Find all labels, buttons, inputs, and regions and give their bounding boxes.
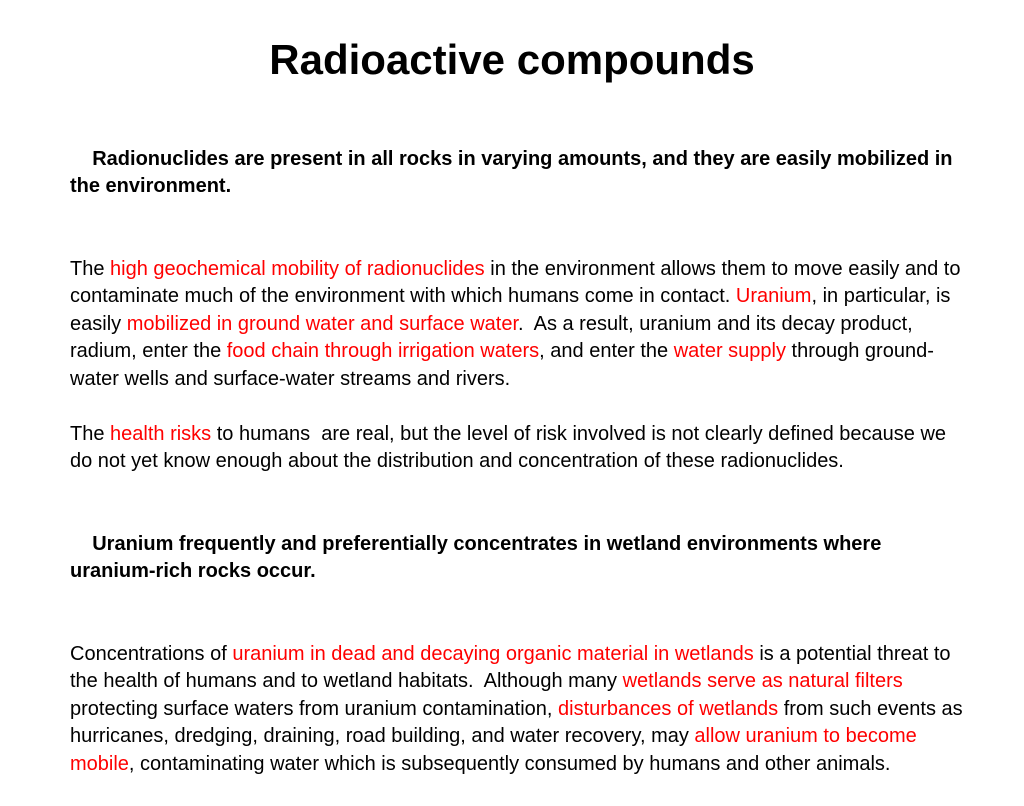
text-segment: , contaminating water which is subsequently consumed by humans and other animals. [128, 752, 891, 775]
highlighted-phrase: mobilized in ground water and surface water [126, 312, 519, 335]
highlighted-phrase: disturbances of wetlands [558, 697, 779, 720]
paragraph-health-risks [70, 421, 970, 476]
highlighted-phrase: Uranium [735, 285, 812, 307]
highlighted-phrase: high geochemical mobility of radionuclides [110, 257, 485, 280]
highlighted-phrase: food chain through irrigation waters [226, 340, 540, 362]
paragraph-wetland-concentration [70, 503, 970, 613]
text-segment: Uranium frequently and preferentially concentrates in wetland environments where uranium-rich rocks occur. [70, 532, 887, 582]
text-segment: through ground-water wells and surface-water streams and rivers. [70, 340, 934, 390]
slide-title: Radioactive compounds [269, 36, 755, 83]
text-segment: Concentrations of [70, 642, 233, 665]
text-segment: The [70, 257, 111, 280]
slide-body [70, 118, 970, 806]
text-segment: , in particular, is easily [70, 285, 956, 335]
text-segment: to humans are real, but the level of risk involved is not clearly defined because we do not yet know enough about the distribution and concentration of these radionuclides. [70, 422, 952, 472]
highlighted-phrase: water supply [673, 340, 786, 362]
highlighted-phrase: health risks [110, 422, 212, 445]
highlighted-phrase: allow uranium to become mobile [70, 725, 923, 775]
paragraph-wetland-threat [70, 641, 970, 779]
text-segment: from such events as hurricanes, dredging, draining, road building, and water recovery, may [70, 697, 969, 747]
text-segment: Radionuclides are present in all rocks in varying amounts, and they are easily mobilized in the environment. [70, 147, 959, 197]
text-segment: protecting surface waters from uranium contamination, [70, 670, 909, 720]
highlighted-phrase: uranium in dead and decaying organic material in wetlands [232, 642, 754, 665]
highlighted-phrase: wetlands serve as natural filters [622, 670, 903, 692]
text-segment: . As a result, uranium and its decay product, radium, enter the [70, 312, 919, 362]
text-segment: is a potential threat to the health of humans and to wetland habitats. Although many [70, 642, 957, 692]
paragraph-mobility [70, 256, 970, 394]
paragraph-intro [70, 118, 970, 228]
text-segment: in the environment allows them to move easily and to contaminate much of the environment with which humans come in contact. [70, 257, 967, 307]
text-segment: , and enter the [539, 340, 674, 362]
text-segment: The [70, 422, 111, 445]
